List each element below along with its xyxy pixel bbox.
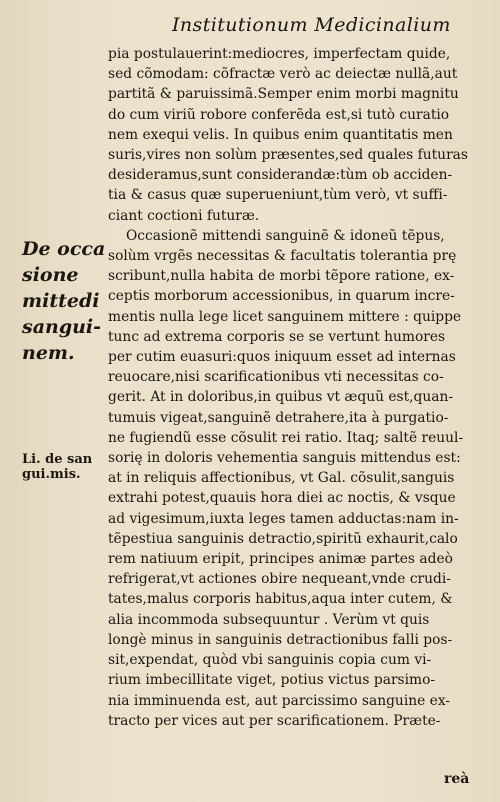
text-line: mentis nulla lege licet sanguinem mittere : quippe xyxy=(108,308,462,325)
margin-note-reference xyxy=(22,452,92,482)
text-line: partitã & paruissimã.Semper enim morbi magnitu xyxy=(108,86,459,103)
text-line: nia imminuenda est, aut parcissimo sanguine ex- xyxy=(108,692,451,709)
text-line: tunc ad extrema corporis se se vertunt humores xyxy=(108,328,446,345)
text-line: tia & casus quæ superueniunt,tùm verò, vt suffi- xyxy=(108,187,448,204)
running-title: Institutionum Medicinalium xyxy=(172,14,451,36)
text-line: ne fugiendũ esse cõsulit rei ratio. Itaq; saltẽ reuul- xyxy=(108,429,464,446)
margin-note-line: nem. xyxy=(22,342,75,364)
text-line: rem natiuum eripit, principes animæ partes adeò xyxy=(108,551,453,568)
margin-note-occasione xyxy=(22,236,105,366)
text-line: sit,expendat, quòd vbi sanguinis copia cum vi- xyxy=(108,652,432,669)
main-text-block xyxy=(108,44,476,731)
text-line: ad vigesimum,iuxta leges tamen adductas:nam in- xyxy=(108,510,459,527)
text-line: do cum viriũ robore conferẽda est,si tutò curatio xyxy=(108,106,450,123)
text-line: refrigerat,vt actiones obire nequeant,vnde crudi- xyxy=(108,571,451,588)
text-line: rium imbecillitate viget, potius victus parsimo- xyxy=(108,672,436,689)
text-line: tumuis vigeat,sanguinẽ detrahere,ita à purgatio- xyxy=(108,409,449,426)
margin-note-line: Li. de san xyxy=(22,452,93,467)
text-line: tates,malus corporis habitus,aqua inter cutem, & xyxy=(108,591,453,608)
catchword: reà xyxy=(444,771,470,787)
margin-note-line: De occa xyxy=(22,238,106,260)
text-line: desideramus,sunt considerandæ:tùm ob acciden- xyxy=(108,167,453,184)
text-line: scribunt,nulla habita de morbi tẽpore ratione, ex- xyxy=(108,268,455,285)
text-line: ceptis morborum accessionibus, in quarum incre- xyxy=(108,288,455,305)
text-line: nem exequi velis. In quibus enim quantitatis men xyxy=(108,126,453,143)
margin-note-line: sione xyxy=(22,264,79,286)
margin-note-line: gui.mis. xyxy=(22,467,81,482)
margin-note-line: sangui- xyxy=(22,316,102,338)
text-line: solùm vrgẽs necessitas & facultatis tolerantia prę xyxy=(108,248,457,265)
text-line: reuocare,nisi scarificationibus vti necessitas co- xyxy=(108,369,444,386)
text-line: gerit. At in doloribus,in quibus vt æquũ est,quan- xyxy=(108,389,454,406)
text-line: alia incommoda subsequuntur . Verùm vt quis xyxy=(108,611,430,628)
text-line: longè minus in sanguinis detractionibus falli pos- xyxy=(108,631,453,648)
text-line: extrahi potest,quauis hora diei ac noctis, & vsque xyxy=(108,490,456,507)
text-line: sed cõmodam: cõfractæ verò ac deiectæ nullã,aut xyxy=(108,66,458,83)
text-line: at in reliquis affectionibus, vt Gal. cõsulit,sanguis xyxy=(108,470,455,487)
text-line: tracto per vices aut per scarificationem. Præte- xyxy=(108,712,441,729)
text-line: per cutim euasuri:quos iniquum esset ad internas xyxy=(108,349,456,366)
text-line: suris,vires non solùm præsentes,sed quales futuras xyxy=(108,147,468,164)
margin-note-line: mittedi xyxy=(22,290,100,312)
text-line: Occasionẽ mittendi sanguinẽ & idoneũ tẽpus, xyxy=(126,227,445,244)
text-line: ciant coctioni futuræ. xyxy=(108,207,260,224)
text-line: sorię in doloris vehementia sanguis mittendus est: xyxy=(108,450,461,467)
text-line: pia postulauerint:mediocres, imperfectam quide, xyxy=(108,46,451,62)
text-line: tẽpestiua sanguinis detractio,spiritũ exhaurit,calo xyxy=(108,530,458,547)
